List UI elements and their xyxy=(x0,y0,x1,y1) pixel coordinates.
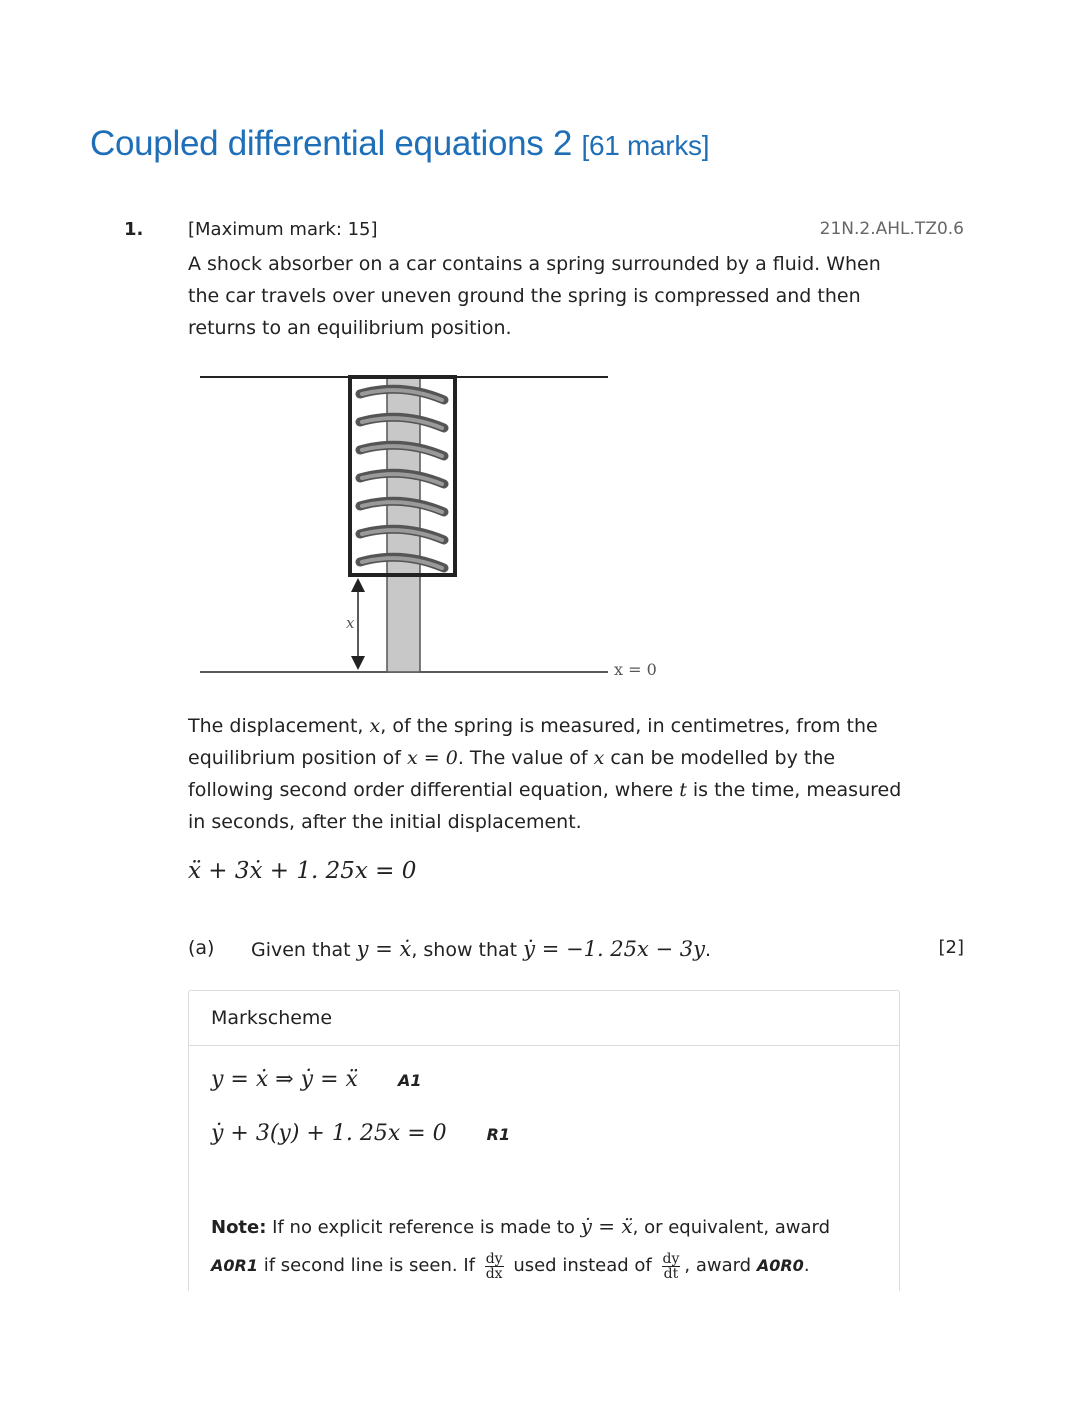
para-math-2: x = 0 xyxy=(407,747,458,769)
note-text-5: , award xyxy=(684,1255,757,1276)
markscheme-panel xyxy=(188,990,900,1291)
x-label: x xyxy=(346,614,355,632)
ms-math-2: ẏ + 3(y) + 1. 25x = 0 xyxy=(211,1121,447,1146)
award-a1: A1 xyxy=(397,1071,422,1090)
para-math-4: t xyxy=(679,779,687,801)
part-a-math-1: y = ẋ xyxy=(356,937,412,961)
award-r1: R1 xyxy=(486,1125,511,1144)
para-text-3: . The value of xyxy=(457,747,594,769)
arrow-head-down xyxy=(351,656,365,670)
para-text-5: is the time, measured in seconds, after the initial displacement. xyxy=(188,779,902,833)
part-a-text xyxy=(251,937,711,961)
question-number: 1. xyxy=(124,219,144,240)
frac2-den: dt xyxy=(663,1265,679,1282)
note-text-4: used instead of xyxy=(507,1255,658,1276)
note-award-2: A0R0 xyxy=(756,1256,804,1275)
question-intro: A shock absorber on a car contains a spring surrounded by a fluid. When the car travels over uneven ground the spring is compressed and then returns to an equilibrium position. xyxy=(188,253,881,339)
para-text-2: , of the spring is measured, in centimetres, from the equilibrium position of xyxy=(188,715,878,769)
fraction-dy-dx xyxy=(485,1252,504,1281)
note-math-1: ẏ = ẍ xyxy=(580,1214,633,1238)
fraction-dy-dt xyxy=(662,1252,681,1281)
differential-equation: ẍ + 3ẋ + 1. 25x = 0 xyxy=(188,858,417,884)
question-code: 21N.2.AHL.TZ0.6 xyxy=(819,219,964,239)
para-text-1: The displacement, xyxy=(188,715,370,737)
ms-math-1: y = ẋ ⇒ ẏ = ẍ xyxy=(211,1067,358,1092)
title-text: Coupled differential equations 2 xyxy=(90,124,573,163)
note-text-3: if second line is seen. If xyxy=(257,1255,481,1276)
note-text-2: , or equivalent, award xyxy=(632,1217,831,1238)
part-a-text-3: . xyxy=(705,939,712,961)
markscheme-line-2 xyxy=(211,1121,510,1146)
note-text-6: . xyxy=(803,1255,810,1276)
note-label: Note: xyxy=(211,1217,267,1238)
part-a-text-2: , show that xyxy=(411,939,524,961)
part-a-marks: [2] xyxy=(938,937,964,958)
para-math-3: x xyxy=(593,747,605,769)
question-paragraph xyxy=(188,710,908,838)
markscheme-header[interactable]: Markscheme xyxy=(189,991,899,1046)
markscheme-line-1 xyxy=(211,1067,421,1092)
shock-absorber-diagram xyxy=(180,360,680,690)
frac1-den: dx xyxy=(485,1265,503,1282)
markscheme-note xyxy=(211,1207,881,1285)
para-math-1: x xyxy=(369,715,381,737)
part-a-label: (a) xyxy=(188,937,215,959)
part-a-math-2: ẏ = −1. 25x − 3y xyxy=(523,937,706,961)
zero-label: x = 0 xyxy=(614,660,657,679)
page-title xyxy=(90,124,709,164)
title-marks: [61 marks] xyxy=(581,130,710,161)
note-award-1: A0R1 xyxy=(211,1256,258,1275)
part-a-text-1: Given that xyxy=(251,939,357,961)
frac1-num: dy xyxy=(485,1250,503,1267)
frac2-num: dy xyxy=(662,1250,680,1267)
para-text-4: can be modelled by the following second order differential equation, where xyxy=(188,747,836,801)
arrow-head-up xyxy=(351,578,365,592)
max-mark: [Maximum mark: 15] xyxy=(188,219,378,240)
note-text-1: If no explicit reference is made to xyxy=(266,1217,581,1238)
